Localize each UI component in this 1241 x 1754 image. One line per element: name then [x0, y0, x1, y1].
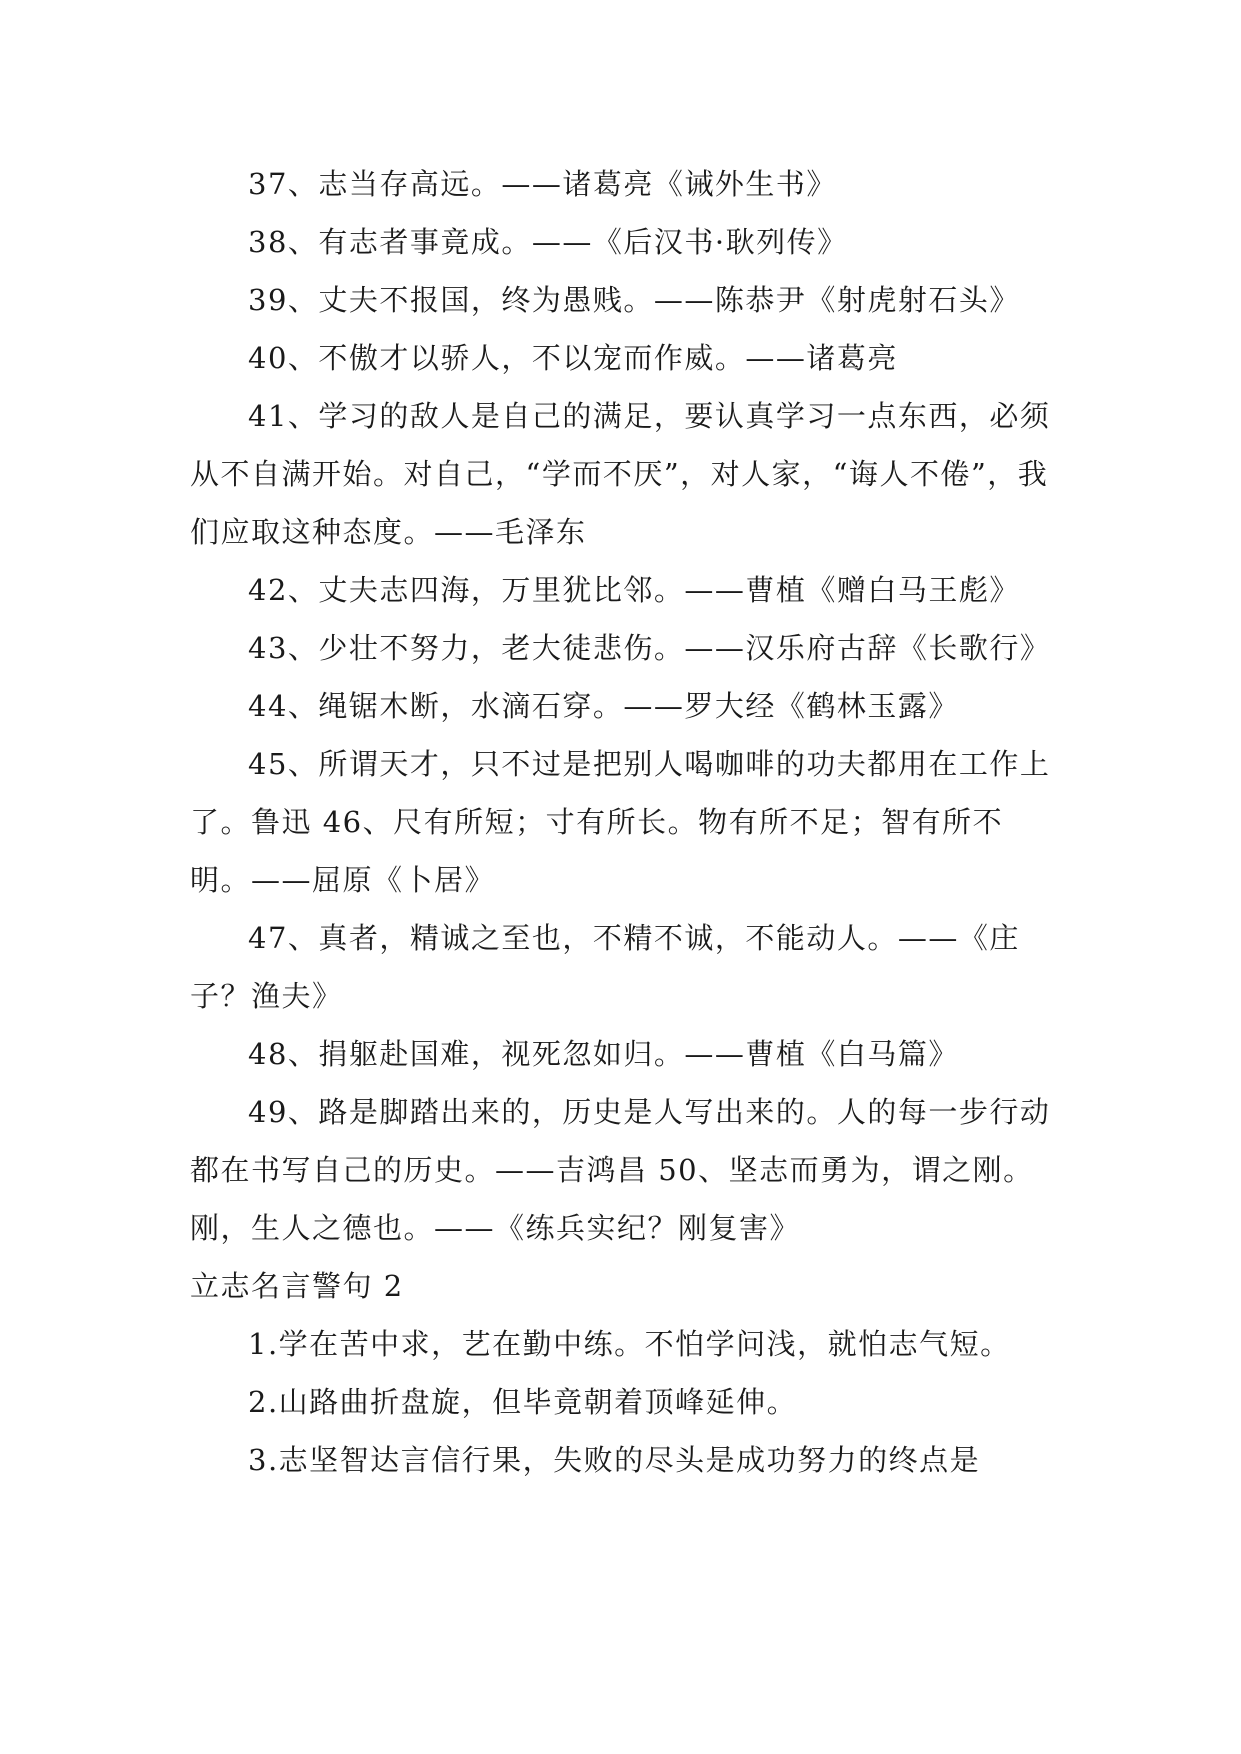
quote-40: 40、不傲才以骄人，不以宠而作威。——诸葛亮: [248, 341, 898, 375]
quote-39: 39、丈夫不报国，终为愚贱。——陈恭尹《射虎射石头》: [248, 283, 1020, 317]
quote-45-46: 45、所谓天才，只不过是把别人喝咖啡的功夫都用在工作上了。鲁迅 46、尺有所短；寸有所长。物有所不足；智有所不明。——屈原《卜居》: [190, 747, 1051, 897]
quote-2-3: 3.志坚智达言信行果，失败的尽头是成功努力的终点是: [248, 1443, 981, 1477]
section-title: 立志名言警句 2: [190, 1269, 404, 1303]
quote-2-1: 1.学在苦中求，艺在勤中练。不怕学问浅，就怕志气短。: [248, 1327, 1011, 1361]
quote-41: 41、学习的敌人是自己的满足，要认真学习一点东西，必须从不自满开始。对自己，“学而不厌”，对人家，“诲人不倦”，我们应取这种态度。——毛泽东: [190, 399, 1051, 549]
quote-47: 47、真者，精诚之至也，不精不诚，不能动人。——《庄子？渔夫》: [190, 921, 1020, 1013]
quote-43: 43、少壮不努力，老大徒悲伤。——汉乐府古辞《长歌行》: [248, 631, 1051, 665]
quote-49-50: 49、路是脚踏出来的，历史是人写出来的。人的每一步行动都在书写自己的历史。——吉鸿昌 50、坚志而勇为，谓之刚。刚，生人之德也。——《练兵实纪？刚复害》: [190, 1095, 1051, 1245]
quote-2-2: 2.山路曲折盘旋，但毕竟朝着顶峰延伸。: [248, 1385, 798, 1419]
quote-38: 38、有志者事竟成。——《后汉书·耿列传》: [248, 225, 848, 259]
quote-37: 37、志当存高远。——诸葛亮《诫外生书》: [248, 167, 837, 201]
quote-48: 48、捐躯赴国难，视死忽如归。——曹植《白马篇》: [248, 1037, 959, 1071]
document-body: [190, 155, 1052, 1489]
quote-44: 44、绳锯木断，水滴石穿。——罗大经《鹤林玉露》: [248, 689, 959, 723]
quote-42: 42、丈夫志四海，万里犹比邻。——曹植《赠白马王彪》: [248, 573, 1020, 607]
